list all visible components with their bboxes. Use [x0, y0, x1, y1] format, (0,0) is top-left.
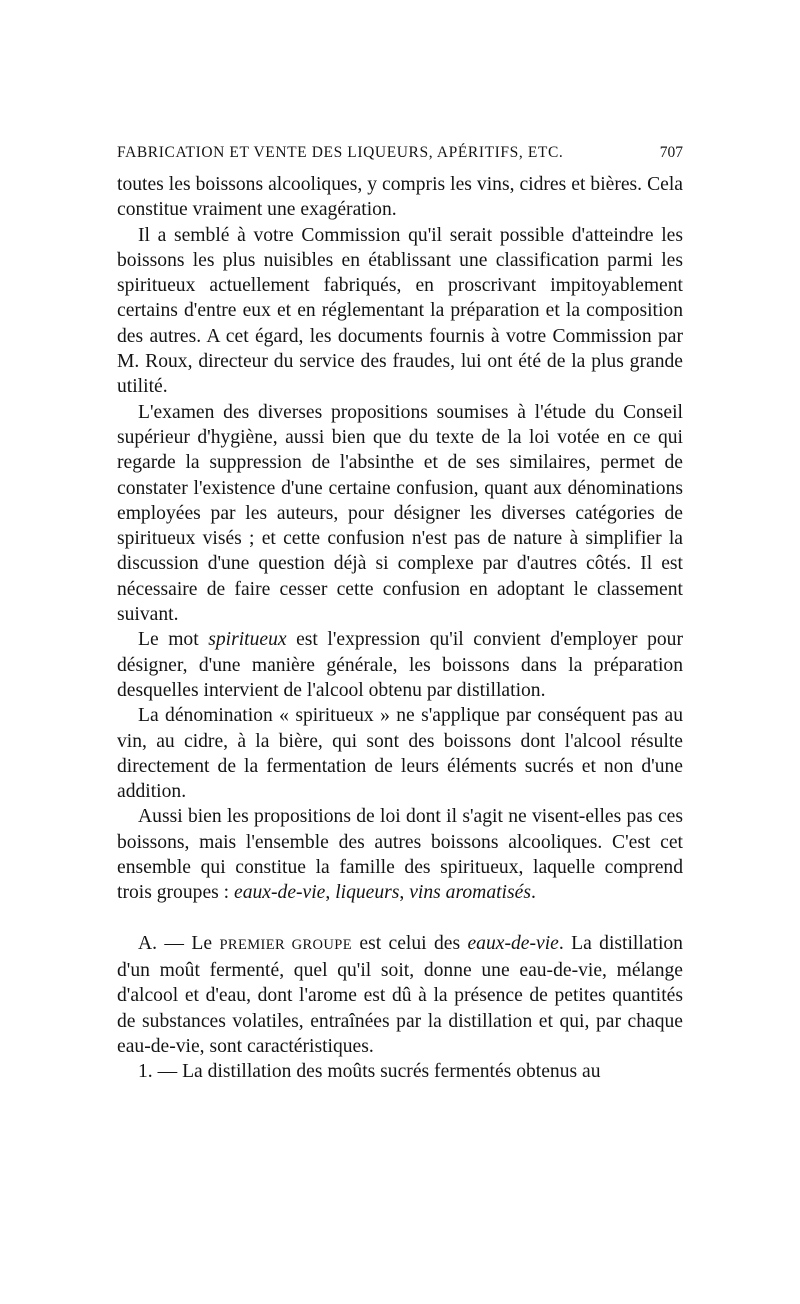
section-a-text-a: A. — Le	[138, 932, 220, 954]
paragraph-6	[117, 804, 683, 905]
section-a-text-c: . La distillation d'un moût fermenté, quel qu'il soit, donne une eau-de-vie, mélange d'alcool et d'eau, dont l'arome est dû à la présence de petites quantités de substances volatiles, entraînées par la distillation et qui, par chaque eau-de-vie, sont caractéristiques.	[117, 932, 683, 1057]
paragraph-4-text-a: Le mot	[138, 629, 209, 651]
group-eaux-de-vie: eaux-de-vie	[234, 882, 326, 904]
term-spiritueux: spiritueux	[208, 629, 287, 651]
paragraph-6-text-a: Aussi bien les propositions de loi dont il s'agit ne visent-elles pas ces boissons, mais l'ensemble des autres boissons alcooliques. C'est cet ensemble qui constitue la famille des spiritueux, laquelle comprend trois groupes :	[117, 806, 683, 904]
paragraph-5: La dénomination « spiritueux » ne s'applique par conséquent pas au vin, au cidre, à la bière, qui sont des boissons dont l'alcool résulte directement de la fermentation de leurs éléments sucrés et non d'une addition.	[117, 705, 683, 803]
document-page	[117, 142, 683, 1084]
paragraph-2: Il a semblé à votre Commission qu'il serait possible d'atteindre les boissons les plus nuisibles en établissant une classification parmi les spiritueux actuellement fabriqués, en proscrivant impitoyablement certains d'entre eux et en réglementant la préparation et la composition des autres. A cet égard, les documents fournis à votre Commission par M. Roux, directeur du service des fraudes, lui ont été de la plus grande utilité.	[117, 224, 683, 398]
separator: ,	[399, 882, 410, 904]
paragraph-4	[117, 627, 683, 703]
page-number: 707	[659, 144, 683, 161]
section-a-paragraph	[117, 931, 683, 1059]
small-caps-premier-groupe: PREMIER GROUPE	[219, 936, 352, 953]
paragraph-3: L'examen des diverses propositions soumises à l'étude du Conseil supérieur d'hygiène, aussi bien que du texte de la loi votée en ce qui regarde la suppression de l'absinthe et de ses similaires, permet de constater l'existence d'une certaine confusion, quant aux dénominations employées par les auteurs, pour désigner les diverses catégories de spiritueux visés ; et cette confusion n'est pas de nature à simplifier la discussion d'une question déjà si complexe par d'autres côtés. Il est nécessaire de faire cesser cette confusion en adoptant le classement suivant.	[117, 401, 683, 626]
term-eaux-de-vie: eaux-de-vie	[467, 932, 559, 954]
section-a-text-b: est celui des	[352, 932, 468, 954]
paragraph-1: toutes les boissons alcooliques, y compris les vins, cidres et bières. Cela constitue vraiment une exagération.	[117, 174, 683, 221]
paragraph-item-1: 1. — La distillation des moûts sucrés fermentés obtenus au	[138, 1061, 601, 1083]
separator: ,	[325, 882, 336, 904]
paragraph-4-text-b: est l'expression qu'il convient d'employer pour désigner, d'une manière générale, les boissons dans la préparation desquelles intervient de l'alcool obtenu par distillation.	[117, 629, 683, 701]
running-header	[117, 142, 683, 164]
group-vins-aromatises: vins aromatisés	[409, 882, 531, 904]
group-liqueurs: liqueurs	[335, 882, 400, 904]
running-title: FABRICATION ET VENTE DES LIQUEURS, APÉRITIFS, ETC.	[117, 144, 564, 161]
paragraph-6-end: .	[530, 882, 536, 904]
